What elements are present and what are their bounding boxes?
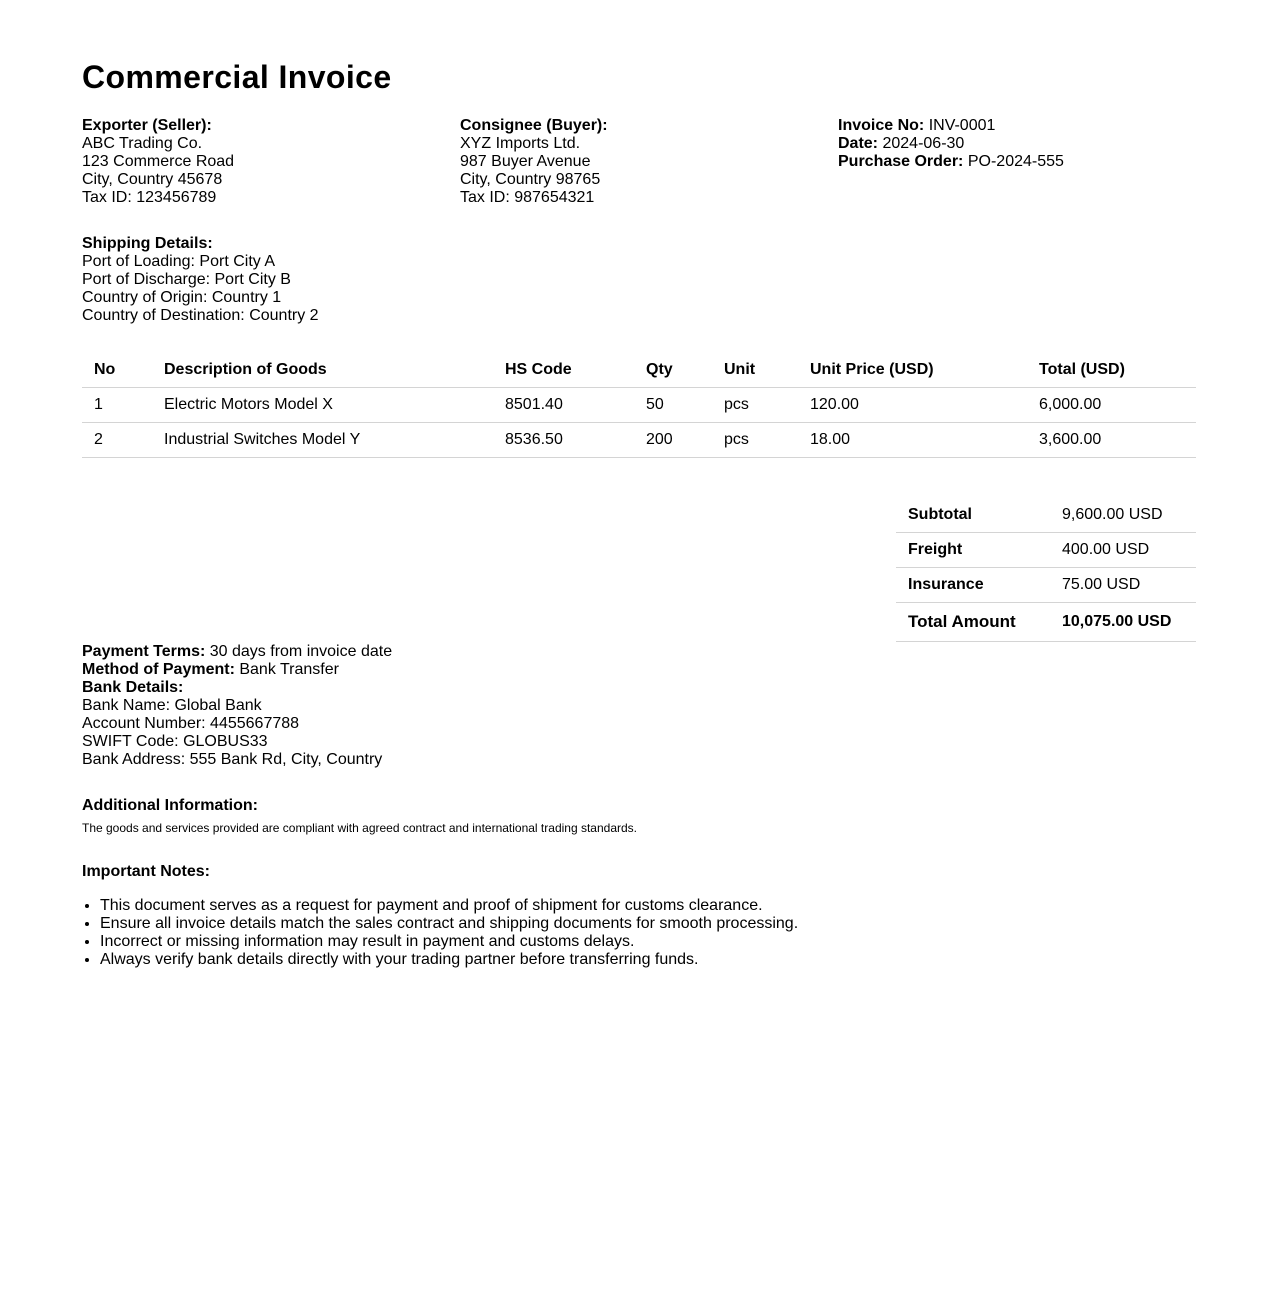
invoice-date-row — [838, 135, 1064, 153]
additional-info-text: The goods and services provided are compliant with agreed contract and international trading standards. — [82, 821, 637, 835]
purchase-order-row — [838, 153, 1064, 171]
payment-terms-row — [82, 643, 392, 661]
table-cell: 8536.50 — [493, 423, 634, 458]
shipping-line: Port of Discharge: Port City B — [82, 271, 291, 288]
table-cell: 50 — [634, 388, 712, 423]
bank-detail-line: Bank Name: Global Bank — [82, 697, 262, 714]
bank-detail-line: Bank Address: 555 Bank Rd, City, Country — [82, 751, 383, 768]
exporter-line: 123 Commerce Road — [82, 153, 235, 170]
table-row — [82, 423, 1196, 458]
consignee-line: Tax ID: 987654321 — [460, 189, 595, 206]
payment-block — [82, 643, 392, 769]
payment-terms-label: Payment Terms: — [82, 643, 206, 660]
insurance-row — [896, 568, 1196, 603]
exporter-block — [82, 117, 234, 207]
table-header-row — [82, 353, 1196, 388]
list-item: • Ensure all invoice details match the sales contract and shipping documents for smooth processing. — [100, 915, 798, 933]
payment-method-label: Method of Payment: — [82, 661, 235, 678]
column-header: Unit — [712, 353, 798, 388]
subtotal-label: Subtotal — [896, 498, 1050, 533]
column-header: Qty — [634, 353, 712, 388]
exporter-line: City, Country 45678 — [82, 171, 223, 188]
table-cell: pcs — [712, 423, 798, 458]
insurance-label: Insurance — [896, 568, 1050, 603]
shipping-line: Port of Loading: Port City A — [82, 253, 275, 270]
column-header: Description of Goods — [152, 353, 493, 388]
table-cell: 3,600.00 — [1027, 423, 1196, 458]
table-cell: Industrial Switches Model Y — [152, 423, 493, 458]
shipping-heading: Shipping Details: — [82, 235, 213, 252]
invoice-number-row — [838, 117, 1064, 135]
exporter-line: Tax ID: 123456789 — [82, 189, 217, 206]
consignee-block — [460, 117, 608, 207]
column-header: No — [82, 353, 152, 388]
total-amount-value: 10,075.00 USD — [1050, 603, 1196, 642]
invoice-date-value: 2024-06-30 — [882, 135, 965, 152]
invoice-date-label: Date: — [838, 135, 879, 152]
important-notes-list — [82, 897, 798, 969]
bank-detail-line: SWIFT Code: GLOBUS33 — [82, 733, 268, 750]
table-cell: 200 — [634, 423, 712, 458]
total-amount-row — [896, 603, 1196, 642]
totals-table — [896, 498, 1196, 642]
items-table — [82, 353, 1196, 458]
list-item: • Always verify bank details directly with your trading partner before transferring funds. — [100, 951, 798, 969]
subtotal-row — [896, 498, 1196, 533]
invoice-number-label: Invoice No: — [838, 117, 925, 134]
table-cell: 8501.40 — [493, 388, 634, 423]
payment-method-row — [82, 661, 392, 679]
page-title: Commercial Invoice — [82, 59, 392, 95]
exporter-line: ABC Trading Co. — [82, 135, 203, 152]
column-header: HS Code — [493, 353, 634, 388]
payment-terms-value: 30 days from invoice date — [209, 643, 393, 660]
purchase-order-value: PO-2024-555 — [967, 153, 1064, 170]
freight-row — [896, 533, 1196, 568]
table-cell: pcs — [712, 388, 798, 423]
purchase-order-label: Purchase Order: — [838, 153, 964, 170]
consignee-line: XYZ Imports Ltd. — [460, 135, 581, 152]
additional-info-heading: Additional Information: — [82, 797, 258, 814]
table-row — [82, 388, 1196, 423]
table-cell: 1 — [82, 388, 152, 423]
consignee-line: 987 Buyer Avenue — [460, 153, 591, 170]
table-cell: Electric Motors Model X — [152, 388, 493, 423]
invoice-info-block — [838, 117, 1064, 171]
subtotal-value: 9,600.00 USD — [1050, 498, 1196, 533]
freight-label: Freight — [896, 533, 1050, 568]
bank-detail-line: Account Number: 4455667788 — [82, 715, 300, 732]
bank-details-heading: Bank Details: — [82, 679, 184, 696]
shipping-line: Country of Origin: Country 1 — [82, 289, 282, 306]
total-amount-label: Total Amount — [896, 603, 1050, 642]
shipping-details — [82, 235, 319, 325]
freight-value: 400.00 USD — [1050, 533, 1196, 568]
payment-method-value: Bank Transfer — [239, 661, 339, 678]
column-header: Total (USD) — [1027, 353, 1196, 388]
consignee-heading: Consignee (Buyer): — [460, 117, 608, 134]
important-notes-heading: Important Notes: — [82, 863, 210, 880]
column-header: Unit Price (USD) — [798, 353, 1027, 388]
exporter-heading: Exporter (Seller): — [82, 117, 212, 134]
consignee-line: City, Country 98765 — [460, 171, 601, 188]
invoice-number-value: INV-0001 — [928, 117, 996, 134]
list-item: • Incorrect or missing information may result in payment and customs delays. — [100, 933, 798, 951]
list-item: • This document serves as a request for payment and proof of shipment for customs clearance. — [100, 897, 798, 915]
insurance-value: 75.00 USD — [1050, 568, 1196, 603]
table-cell: 2 — [82, 423, 152, 458]
table-cell: 18.00 — [798, 423, 1027, 458]
table-cell: 120.00 — [798, 388, 1027, 423]
shipping-line: Country of Destination: Country 2 — [82, 307, 319, 324]
table-cell: 6,000.00 — [1027, 388, 1196, 423]
